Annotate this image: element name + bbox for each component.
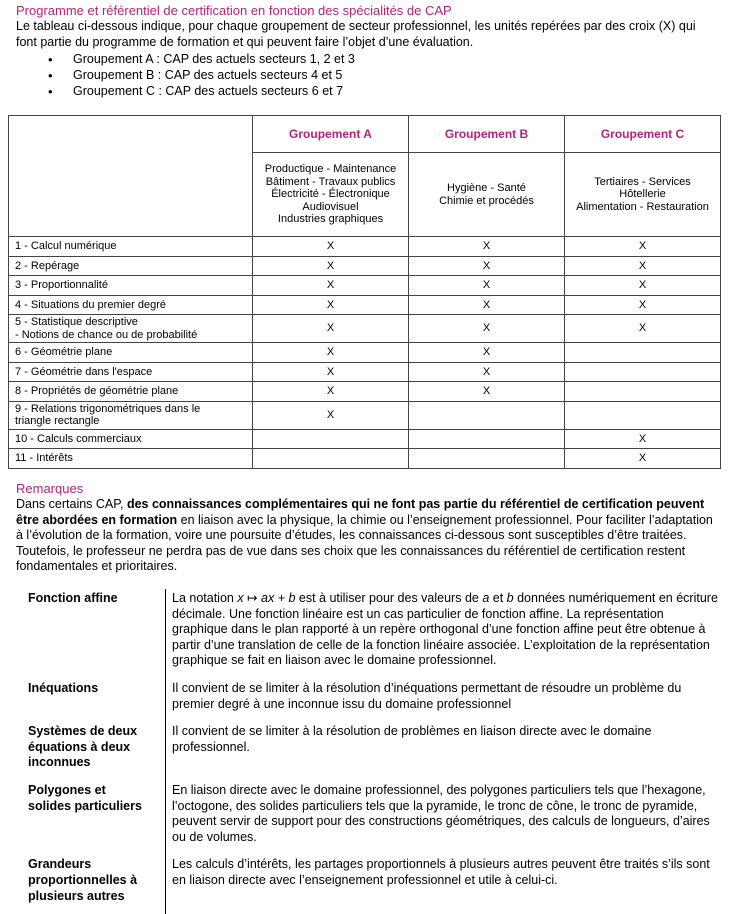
unit-label-line: 1 - Calcul numérique	[15, 240, 117, 252]
sector-line: Chimie et procédés	[439, 194, 534, 207]
term-line: Polygones et	[28, 782, 106, 797]
remarks-text-start: Dans certains CAP,	[16, 497, 127, 511]
definition-term	[22, 855, 166, 914]
unit-rows	[9, 237, 721, 469]
mark-cell-groupement-a: X	[253, 295, 409, 315]
groups-bullet-list	[48, 52, 355, 99]
unit-label-cell	[9, 382, 253, 402]
unit-label-cell	[9, 237, 253, 257]
definition-row	[22, 855, 722, 914]
remarks-paragraph	[16, 497, 720, 575]
definition-row	[22, 781, 722, 855]
table-row	[9, 401, 721, 429]
sector-line: Productique - Maintenance	[264, 163, 397, 176]
term-line: équations à deux	[28, 739, 131, 754]
mark-cell-groupement-b	[409, 429, 565, 449]
mark-cell-groupement-c: X	[565, 276, 721, 296]
term-line: proportionnelles à	[28, 872, 138, 887]
definition-description: En liaison directe avec le domaine professionnel, des polygones particuliers tels que l’hexagone, l’octogone, des solides particuliers tels que la pyramide, le tronc de cône, le tronc de pyramide, peuvent servir de support pour des constructions géométriques, des calculs de longueurs, d’aires ou de volumes.	[166, 781, 723, 855]
sector-line: Industries graphiques	[277, 213, 384, 226]
mark-cell-groupement-c	[565, 401, 721, 429]
definition-term	[22, 589, 166, 679]
term-line: solides particuliers	[28, 798, 142, 813]
unit-label-line: 6 - Géométrie plane	[15, 346, 113, 358]
unit-label-line: 5 - Statistique descriptive	[15, 316, 138, 328]
unit-label-line: 9 - Relations trigonométriques dans le	[15, 402, 201, 415]
bullet-item: • Groupement B : CAP des actuels secteurs 4 et 5	[48, 68, 355, 84]
table-row	[9, 237, 721, 257]
desc-text: données numériquement en écriture décimale. Une fonction linéaire est un cas particulier de fonction affine. La représentation graphique dans le plan rapporté à un repère orthogonal d’une fonction affine peut être obtenue à partir d’une translation de celle de la fonction linéaire associée. L’exploitation de la représentation graphique se fait en liaison avec le domaine professionnel.	[172, 591, 718, 668]
mark-cell-groupement-a: X	[253, 315, 409, 343]
mark-cell-groupement-b: X	[409, 276, 565, 296]
mark-cell-groupement-c: X	[565, 449, 721, 469]
unit-label-cell	[9, 401, 253, 429]
math-notation: x ↦ ax + b	[237, 591, 296, 605]
definitions-table	[22, 589, 722, 914]
unit-label-cell	[9, 362, 253, 382]
header-groupement-b: Groupement B	[409, 116, 565, 153]
mark-cell-groupement-a: X	[253, 362, 409, 382]
mark-cell-groupement-a	[253, 429, 409, 449]
unit-label-cell	[9, 276, 253, 296]
mark-cell-groupement-b: X	[409, 343, 565, 363]
unit-label-cell	[9, 315, 253, 343]
math-variable: a	[482, 591, 490, 605]
definition-term	[22, 722, 166, 781]
definition-description: Il convient de se limiter à la résolution de problèmes en liaison directe avec le domaine professionnel.	[166, 722, 723, 781]
mark-cell-groupement-b: X	[409, 237, 565, 257]
unit-label-line: 11 - Intérêts	[15, 452, 73, 464]
sector-line: Tertiaires - Services	[594, 175, 691, 188]
mark-cell-groupement-c: X	[565, 237, 721, 257]
definition-term	[22, 781, 166, 855]
sectors-groupement-c	[565, 153, 721, 237]
term-line: inconnues	[28, 755, 91, 770]
unit-label-cell	[9, 295, 253, 315]
sectors-groupement-a	[253, 153, 409, 237]
definition-term	[22, 679, 166, 722]
sector-line: Audiovisuel	[302, 200, 359, 213]
mark-cell-groupement-b: X	[409, 382, 565, 402]
section-heading: Programme et référentiel de certification en fonction des spécialités de CAP	[16, 3, 452, 18]
unit-label-line: 8 - Propriétés de géométrie plane	[15, 385, 179, 397]
unit-label-line: 3 - Proportionnalité	[15, 279, 108, 291]
mark-cell-groupement-a: X	[253, 256, 409, 276]
table-row	[9, 343, 721, 363]
table-row	[9, 256, 721, 276]
bullet-item: • Groupement C : CAP des actuels secteurs 6 et 7	[48, 84, 355, 100]
sector-line: Électricité - Électronique	[271, 188, 390, 201]
definition-description	[166, 589, 723, 679]
mark-cell-groupement-c: X	[565, 429, 721, 449]
definition-description: Il convient de se limiter à la résolution d’inéquations permettant de résoudre un problème du premier degré à une inconnue issu du domaine professionnel	[166, 679, 723, 722]
table-row	[9, 429, 721, 449]
mark-cell-groupement-b	[409, 449, 565, 469]
mark-cell-groupement-c: X	[565, 256, 721, 276]
table-row	[9, 449, 721, 469]
unit-label-line: 2 - Repérage	[15, 259, 80, 272]
table-row	[9, 362, 721, 382]
unit-label-line: triangle rectangle	[15, 415, 100, 427]
mark-cell-groupement-c: X	[565, 295, 721, 315]
intro-paragraph: Le tableau ci-dessous indique, pour chaque groupement de secteur professionnel, les unités repérées par des croix (X) qui font partie du programme de formation et qui peuvent faire l’objet d’une évaluation.	[16, 19, 696, 49]
table-row	[9, 276, 721, 296]
mark-cell-groupement-b: X	[409, 315, 565, 343]
mark-cell-groupement-c	[565, 362, 721, 382]
unit-label-line: 4 - Situations du premier degré	[15, 298, 167, 311]
definition-description: Les calculs d’intérêts, les partages proportionnels à plusieurs autres peuvent être traités s’ils sont en liaison directe avec l’enseignement professionnel et utile à celui-ci.	[166, 855, 723, 914]
mark-cell-groupement-c	[565, 343, 721, 363]
unit-label-line: 10 - Calculs commerciaux	[15, 432, 142, 445]
table-row	[9, 295, 721, 315]
sector-line: Bâtiment - Travaux publics	[265, 175, 396, 188]
mark-cell-groupement-a: X	[253, 343, 409, 363]
units-table	[8, 115, 721, 469]
unit-label-cell	[9, 449, 253, 469]
desc-text: La notation	[172, 591, 238, 605]
sectors-groupement-b	[409, 153, 565, 237]
header-groupement-c: Groupement C	[565, 116, 721, 153]
mark-cell-groupement-c	[565, 382, 721, 402]
mark-cell-groupement-a: X	[253, 382, 409, 402]
definition-row	[22, 679, 722, 722]
unit-label-line: 7 - Géométrie dans l'espace	[15, 365, 153, 378]
remarks-title: Remarques	[16, 481, 84, 496]
mark-cell-groupement-a: X	[253, 401, 409, 429]
term-line: Systèmes de deux	[28, 724, 138, 739]
sector-line: Hôtellerie	[619, 188, 666, 201]
desc-text: est à utiliser pour des valeurs de	[295, 591, 483, 605]
term-line: Inéquations	[28, 680, 99, 695]
mark-cell-groupement-b: X	[409, 256, 565, 276]
mark-cell-groupement-b: X	[409, 362, 565, 382]
mark-cell-groupement-c: X	[565, 315, 721, 343]
mark-cell-groupement-b	[409, 401, 565, 429]
remarks-text-end: en liaison avec la physique, la chimie ou l’enseignement professionnel. Pour faciliter l’adaptation à l’évolution de la formation, voire une poursuite d’études, les connaissances ci-dessous sont susceptibles d’être traitées. Toutefois, le professeur ne perdra pas de vue dans ses choix que les connaissances du référentiel de certification restent fondamentales et prioritaires.	[16, 512, 713, 574]
desc-text: et	[489, 591, 507, 605]
unit-label-line: - Notions de chance ou de probabilité	[15, 328, 198, 341]
definition-row	[22, 722, 722, 781]
sector-line: Alimentation - Restauration	[576, 200, 709, 213]
table-row	[9, 315, 721, 343]
math-variable: b	[506, 591, 514, 605]
table-corner-cell	[9, 116, 253, 237]
mark-cell-groupement-b: X	[409, 295, 565, 315]
unit-label-cell	[9, 256, 253, 276]
header-groupement-a: Groupement A	[253, 116, 409, 153]
table-row	[9, 382, 721, 402]
term-line: Fonction affine	[28, 591, 118, 605]
unit-label-cell	[9, 429, 253, 449]
sector-line: Hygiène - Santé	[447, 182, 526, 194]
mark-cell-groupement-a: X	[253, 276, 409, 296]
remarks-text-bold: des connaissances complémentaires qui ne font pas partie du référentiel de certification peuvent être abordées en formation	[16, 497, 705, 527]
unit-label-cell	[9, 343, 253, 363]
mark-cell-groupement-a: X	[253, 237, 409, 257]
bullet-item: • Groupement A : CAP des actuels secteurs 1, 2 et 3	[48, 52, 355, 68]
definition-row	[22, 589, 722, 679]
term-line: plusieurs autres	[28, 888, 125, 903]
mark-cell-groupement-a	[253, 449, 409, 469]
term-line: Grandeurs	[28, 857, 92, 872]
